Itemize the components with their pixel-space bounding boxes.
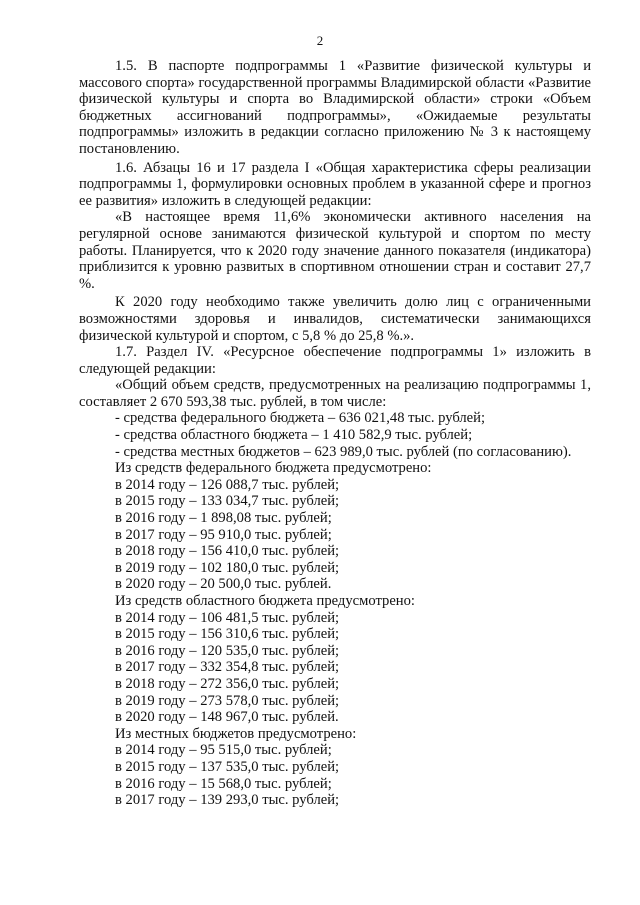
funding-federal-line: - средства федерального бюджета – 636 021,48 тыс. рублей; — [115, 410, 486, 427]
local-year-line: в 2017 году – 139 293,0 тыс. рублей; — [115, 792, 340, 809]
paragraph-quote-disabled: К 2020 году необходимо также увеличить долю лиц с ограниченными возможностями здоровья и инвалидов, систематически занимающихся физической культурой и спортом, с 5,8 % до 25,8 %.». — [79, 294, 591, 344]
local-year-line: в 2015 году – 137 535,0 тыс. рублей; — [115, 758, 340, 775]
federal-year-line: в 2018 году – 156 410,0 тыс. рублей; — [115, 543, 340, 560]
regional-year-line: в 2017 году – 332 354,8 тыс. рублей; — [115, 659, 340, 676]
regional-year-line: в 2018 году – 272 356,0 тыс. рублей; — [115, 675, 340, 692]
federal-year-line: в 2015 году – 133 034,7 тыс. рублей; — [115, 493, 340, 510]
paragraph-1-7: 1.7. Раздел IV. «Ресурсное обеспечение подпрограммы 1» изложить в следующей редакции: — [79, 344, 591, 377]
local-heading: Из местных бюджетов предусмотрено: — [115, 725, 357, 742]
federal-year-line: в 2019 году – 102 180,0 тыс. рублей; — [115, 559, 340, 576]
regional-year-line: в 2015 году – 156 310,6 тыс. рублей; — [115, 626, 340, 643]
local-year-line: в 2014 году – 95 515,0 тыс. рублей; — [115, 742, 332, 759]
regional-year-line: в 2014 году – 106 481,5 тыс. рублей; — [115, 609, 340, 626]
federal-year-line: в 2020 году – 20 500,0 тыс. рублей. — [115, 576, 332, 593]
federal-year-line: в 2014 году – 126 088,7 тыс. рублей; — [115, 476, 340, 493]
local-year-line: в 2016 году – 15 568,0 тыс. рублей; — [115, 775, 332, 792]
document-body — [79, 58, 591, 809]
page-number: 2 — [316, 33, 324, 48]
federal-year-line: в 2016 году – 1 898,08 тыс. рублей; — [115, 510, 332, 527]
federal-year-line: в 2017 году – 95 910,0 тыс. рублей; — [115, 526, 332, 543]
funding-regional-line: - средства областного бюджета – 1 410 582,9 тыс. рублей; — [115, 427, 473, 444]
federal-heading: Из средств федерального бюджета предусмотрено: — [115, 460, 432, 477]
funding-local-line: - средства местных бюджетов – 623 989,0 тыс. рублей (по согласованию). — [115, 443, 572, 460]
regional-year-line: в 2019 году – 273 578,0 тыс. рублей; — [115, 692, 340, 709]
paragraph-1-5: 1.5. В паспорте подпрограммы 1 «Развитие физической культуры и массового спорта» государственной программы Владимирской области «Развитие физической культуры и спорта во Владимирской области» строки «Объем бюджетных ассигнований подпрограммы», «Ожидаемые результаты подпрограммы» изложить в редакции согласно приложению № 3 к настоящему постановлению. — [79, 58, 591, 157]
regional-year-line: в 2016 году – 120 535,0 тыс. рублей; — [115, 642, 340, 659]
paragraph-quote-employment: «В настоящее время 11,6% экономически активного населения на регулярной основе занимаются физической культурой и спортом по месту работы. Планируется, что к 2020 году значение данного показателя (индикатора) приблизится к уровню развитых в спортивном отношении стран и составит 27,7 %. — [79, 209, 591, 292]
paragraph-1-6: 1.6. Абзацы 16 и 17 раздела I «Общая характеристика сферы реализации подпрограммы 1, формулировки основных проблем в указанной сфере и прогноз ее развития» изложить в следующей редакции: — [79, 159, 591, 209]
paragraph-total-funding: «Общий объем средств, предусмотренных на реализацию подпрограммы 1, составляет 2 670 593,38 тыс. рублей, в том числе: — [79, 377, 591, 410]
regional-heading: Из средств областного бюджета предусмотрено: — [115, 593, 415, 609]
regional-year-line: в 2020 году – 148 967,0 тыс. рублей. — [115, 709, 339, 726]
